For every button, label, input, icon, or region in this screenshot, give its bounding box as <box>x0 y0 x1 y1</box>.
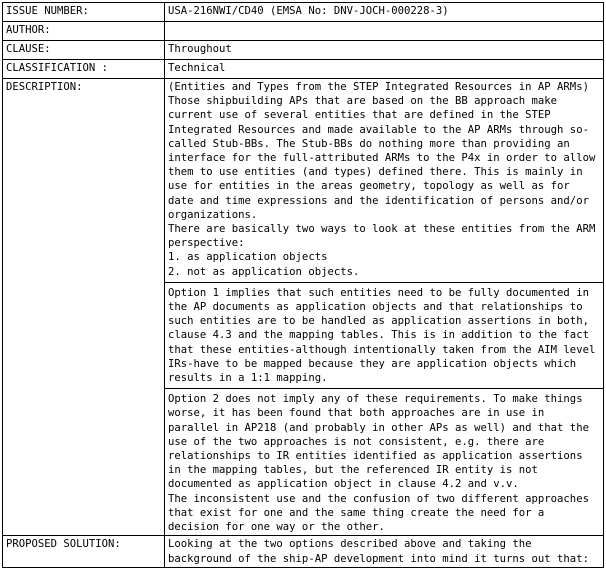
classification-label: CLASSIFICATION : <box>3 60 165 79</box>
description-row <box>3 79 604 536</box>
classification-value: Technical <box>165 60 604 79</box>
description-block-1: (Entities and Types from the STEP Integrated Resources in AP ARMs) Those shipbuilding APs that are based on the BB approach make current use of several entities that are defined in the STEP Integrated Resources and made available to the AP ARMs through so-called Stub-BBs. The Stub-BBs do nothing more than providing an interface for the full-attributed ARMs to the P4x in order to allow them to use entities (and types) defined there. This is mainly in use for entities in the areas geometry, topology as well as for date and time expressions and the identification of persons and/or organizations. There are basically two ways to look at these entities from the ARM perspective: 1. as application objects 2. not as application objects. <box>168 81 596 278</box>
proposed-solution-row <box>3 536 604 567</box>
clause-value: Throughout <box>165 41 604 60</box>
classification-row <box>3 60 604 79</box>
issue-number-label: ISSUE NUMBER: <box>3 3 165 22</box>
description-label: DESCRIPTION: <box>3 79 165 536</box>
author-value <box>165 22 604 41</box>
issue-number-value: USA-216NWI/CD40 (EMSA No: DNV-JOCH-000228-3) <box>165 3 604 22</box>
description-block-3: Option 2 does not imply any of these requirements. To make things worse, it has been found that both approaches are in use in parallel in AP218 (and probably in other APs as well) and that the use of the two approaches is not consistent, e.g. there are relationships to IR entities identified as application assertions in the mapping tables, but the referenced IR entity is not documented as application object in clause 4.2 and v.v. The inconsistent use and the confusion of two different approaches that exist for one and the same thing create the need for a decision for one way or the other. <box>165 388 603 534</box>
author-label: AUTHOR: <box>3 22 165 41</box>
issue-form-table <box>2 2 604 568</box>
clause-row <box>3 41 604 60</box>
clause-label: CLAUSE: <box>3 41 165 60</box>
proposed-solution-value: Looking at the two options described above and taking the background of the ship-AP development into mind it turns out that: <box>165 536 604 567</box>
proposed-solution-label: PROPOSED SOLUTION: <box>3 536 165 567</box>
author-row <box>3 22 604 41</box>
issue-number-row <box>3 3 604 22</box>
description-block-2: Option 1 implies that such entities need to be fully documented in the AP documents as application objects and that relationships to such entities are to be handled as application assertions in both, clause 4.3 and the mapping tables. This is in addition to the fact that these entities-although intentionally taken from the AIM level IRs-have to be mapped because they are application objects which results in a 1:1 mapping. <box>165 282 603 385</box>
description-value <box>165 79 604 536</box>
